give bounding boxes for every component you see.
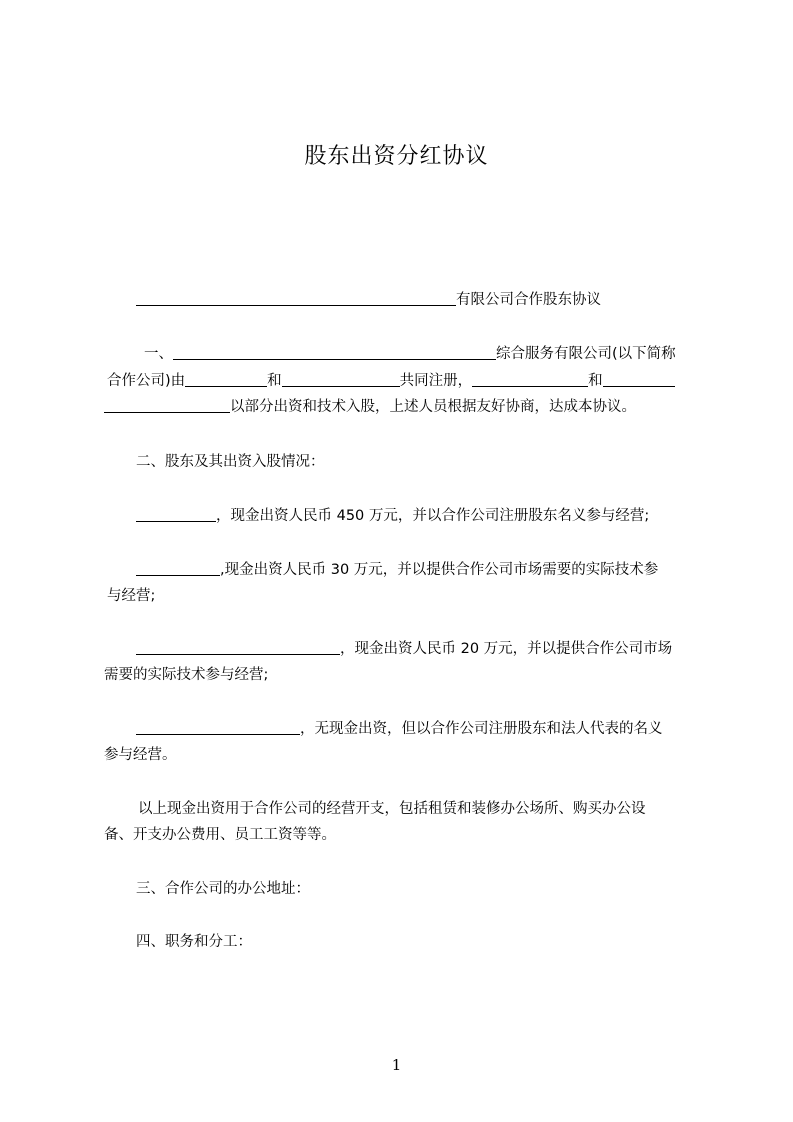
- shareholder2-line2: 与经营;: [107, 588, 156, 604]
- section1-text-a: 综合服务有限公司(以下简称: [496, 346, 676, 362]
- founder2-blank: [282, 372, 400, 387]
- shareholder2-text-a: ,现金出资人民币 30 万元，并以提供合作公司市场需要的实际技术参: [220, 562, 659, 578]
- shareholder1-line: [136, 505, 649, 527]
- section1-and1: 和: [267, 373, 282, 389]
- shareholder4-blank: [136, 720, 300, 735]
- shareholder3-blank: [136, 640, 340, 655]
- section2-heading: 二、股东及其出资入股情况：: [136, 454, 325, 470]
- shareholder4-line1: [136, 718, 663, 740]
- partner2-blank-cont: [104, 398, 230, 413]
- shareholder2-line1: [136, 559, 658, 581]
- company-prefix-blank: [173, 345, 496, 360]
- shareholder1-blank: [136, 507, 216, 522]
- founder1-blank: [185, 372, 267, 387]
- shareholder3-line1: [136, 638, 672, 660]
- shareholder3-line2: 需要的实际技术参与经营;: [104, 667, 269, 683]
- document-title: 股东出资分红协议: [304, 144, 489, 169]
- section1-line1: [144, 343, 676, 365]
- shareholder4-line2: 参与经营。: [104, 747, 177, 763]
- shareholder4-text-a: ，无现金出资，但以合作公司注册股东和法人代表的名义: [300, 721, 663, 737]
- usage-line2: 备、开支办公费用、员工工资等等。: [104, 827, 336, 843]
- agreement-heading-suffix: 有限公司合作股东协议: [456, 292, 601, 308]
- section1-line3: [104, 396, 636, 418]
- section1-line2: [107, 370, 675, 392]
- company-name-blank: [136, 291, 456, 306]
- shareholder3-text-a: ，现金出资人民币 20 万元，并以提供合作公司市场: [340, 641, 673, 657]
- section3-heading: 三、合作公司的办公地址：: [136, 881, 310, 897]
- section1-text-c: 共同注册，: [399, 373, 473, 389]
- agreement-heading: [136, 289, 601, 311]
- section1-and2: 和: [588, 373, 603, 389]
- partner2-blank: [603, 372, 675, 387]
- section4-heading: 四、职务和分工：: [136, 934, 252, 950]
- shareholder2-blank: [136, 561, 220, 576]
- section1-lead: 一、: [144, 346, 173, 362]
- shareholder1-text: ，现金出资人民币 450 万元，并以合作公司注册股东名义参与经营;: [216, 508, 650, 524]
- partner1-blank: [472, 372, 588, 387]
- usage-line1: 以上现金出资用于合作公司的经营开支，包括租赁和装修办公场所、购买办公设: [138, 801, 646, 817]
- section1-text-b: 合作公司)由: [107, 373, 186, 389]
- section1-text-d: 以部分出资和技术入股，上述人员根据友好协商，达成本协议。: [230, 399, 636, 415]
- page-number: 1: [391, 1056, 402, 1074]
